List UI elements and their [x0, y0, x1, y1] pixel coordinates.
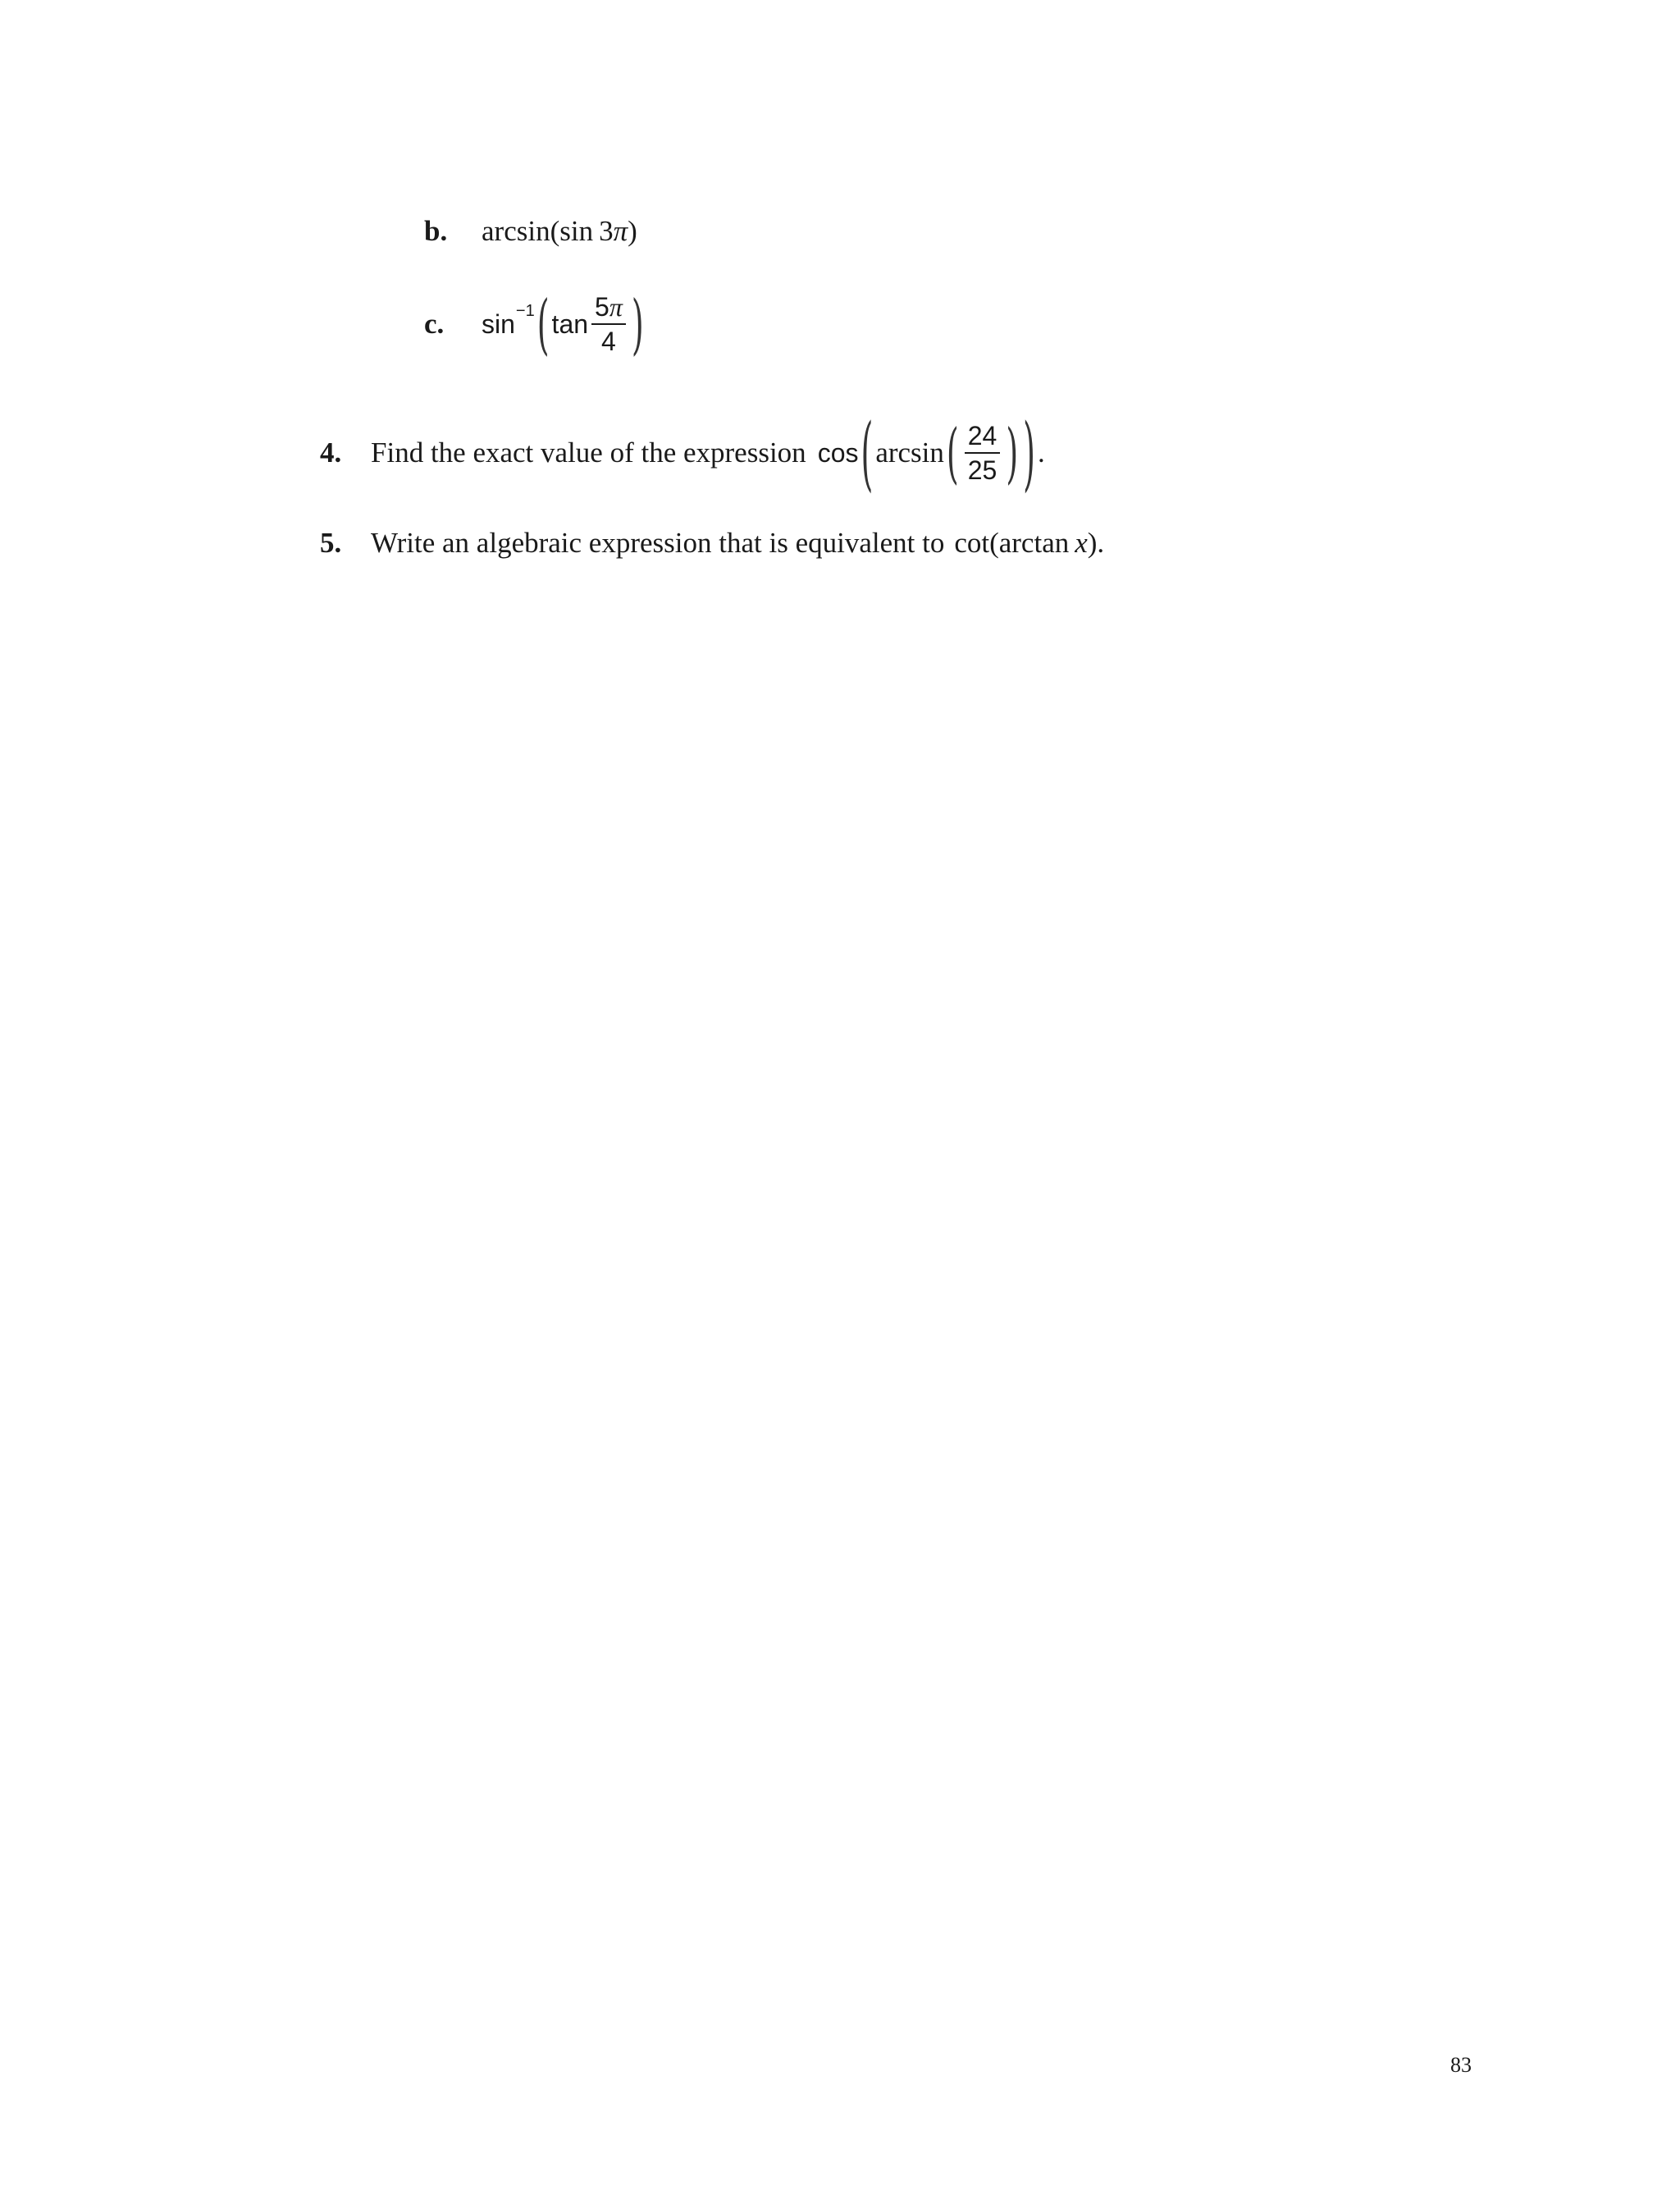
problem-5-expression [954, 527, 1104, 560]
item-c-fraction [591, 294, 626, 354]
item-b-label: b. [424, 215, 448, 247]
problem-5-expr-suffix: ). [1087, 527, 1105, 559]
problem-5-text: Write an algebraic expression that is equivalent to [371, 527, 945, 559]
problem-4-inner-open-paren: ( [946, 414, 959, 491]
item-c-exponent: −1 [515, 301, 535, 320]
item-c-close-paren: ) [631, 286, 644, 363]
item-c [424, 286, 646, 363]
item-b-pi: π [613, 215, 628, 247]
problem-4-outer-close-paren: ) [1023, 405, 1035, 501]
problem-5-number: 5. [320, 527, 342, 559]
problem-4-period: . [1037, 437, 1045, 469]
problem-4-outer-func: cos [817, 437, 859, 468]
item-b-close: ) [628, 215, 637, 247]
item-b-expr-text: arcsin(sin 3 [482, 215, 614, 247]
problem-5-variable: x [1075, 527, 1088, 559]
problem-4 [320, 405, 1045, 501]
problem-4-fraction [965, 423, 1001, 483]
problem-5 [320, 527, 1104, 560]
item-c-num-pi: π [609, 292, 623, 322]
item-c-num-digit: 5 [595, 292, 609, 322]
item-b [424, 215, 637, 248]
problem-4-denominator: 25 [967, 455, 998, 485]
problem-4-inner-close-paren: ) [1006, 414, 1019, 491]
page-number: 83 [1450, 2053, 1472, 2077]
problem-4-expression [817, 405, 1045, 501]
problem-4-numerator: 24 [965, 423, 1001, 454]
problem-5-expr-prefix: cot(arctan [954, 527, 1075, 559]
item-c-inner-func: tan [551, 309, 589, 339]
item-c-denominator: 4 [601, 327, 616, 356]
item-c-label: c. [424, 308, 445, 340]
problem-4-outer-open-paren: ( [861, 405, 874, 501]
item-c-expression [482, 286, 646, 363]
item-c-func: sin [482, 309, 515, 339]
item-c-numerator [591, 294, 626, 325]
problem-4-number: 4. [320, 437, 342, 469]
item-b-expression [482, 215, 637, 248]
problem-4-inner-func: arcsin [875, 437, 944, 469]
problem-4-text: Find the exact value of the expression [371, 437, 806, 469]
item-c-open-paren: ( [536, 286, 550, 363]
